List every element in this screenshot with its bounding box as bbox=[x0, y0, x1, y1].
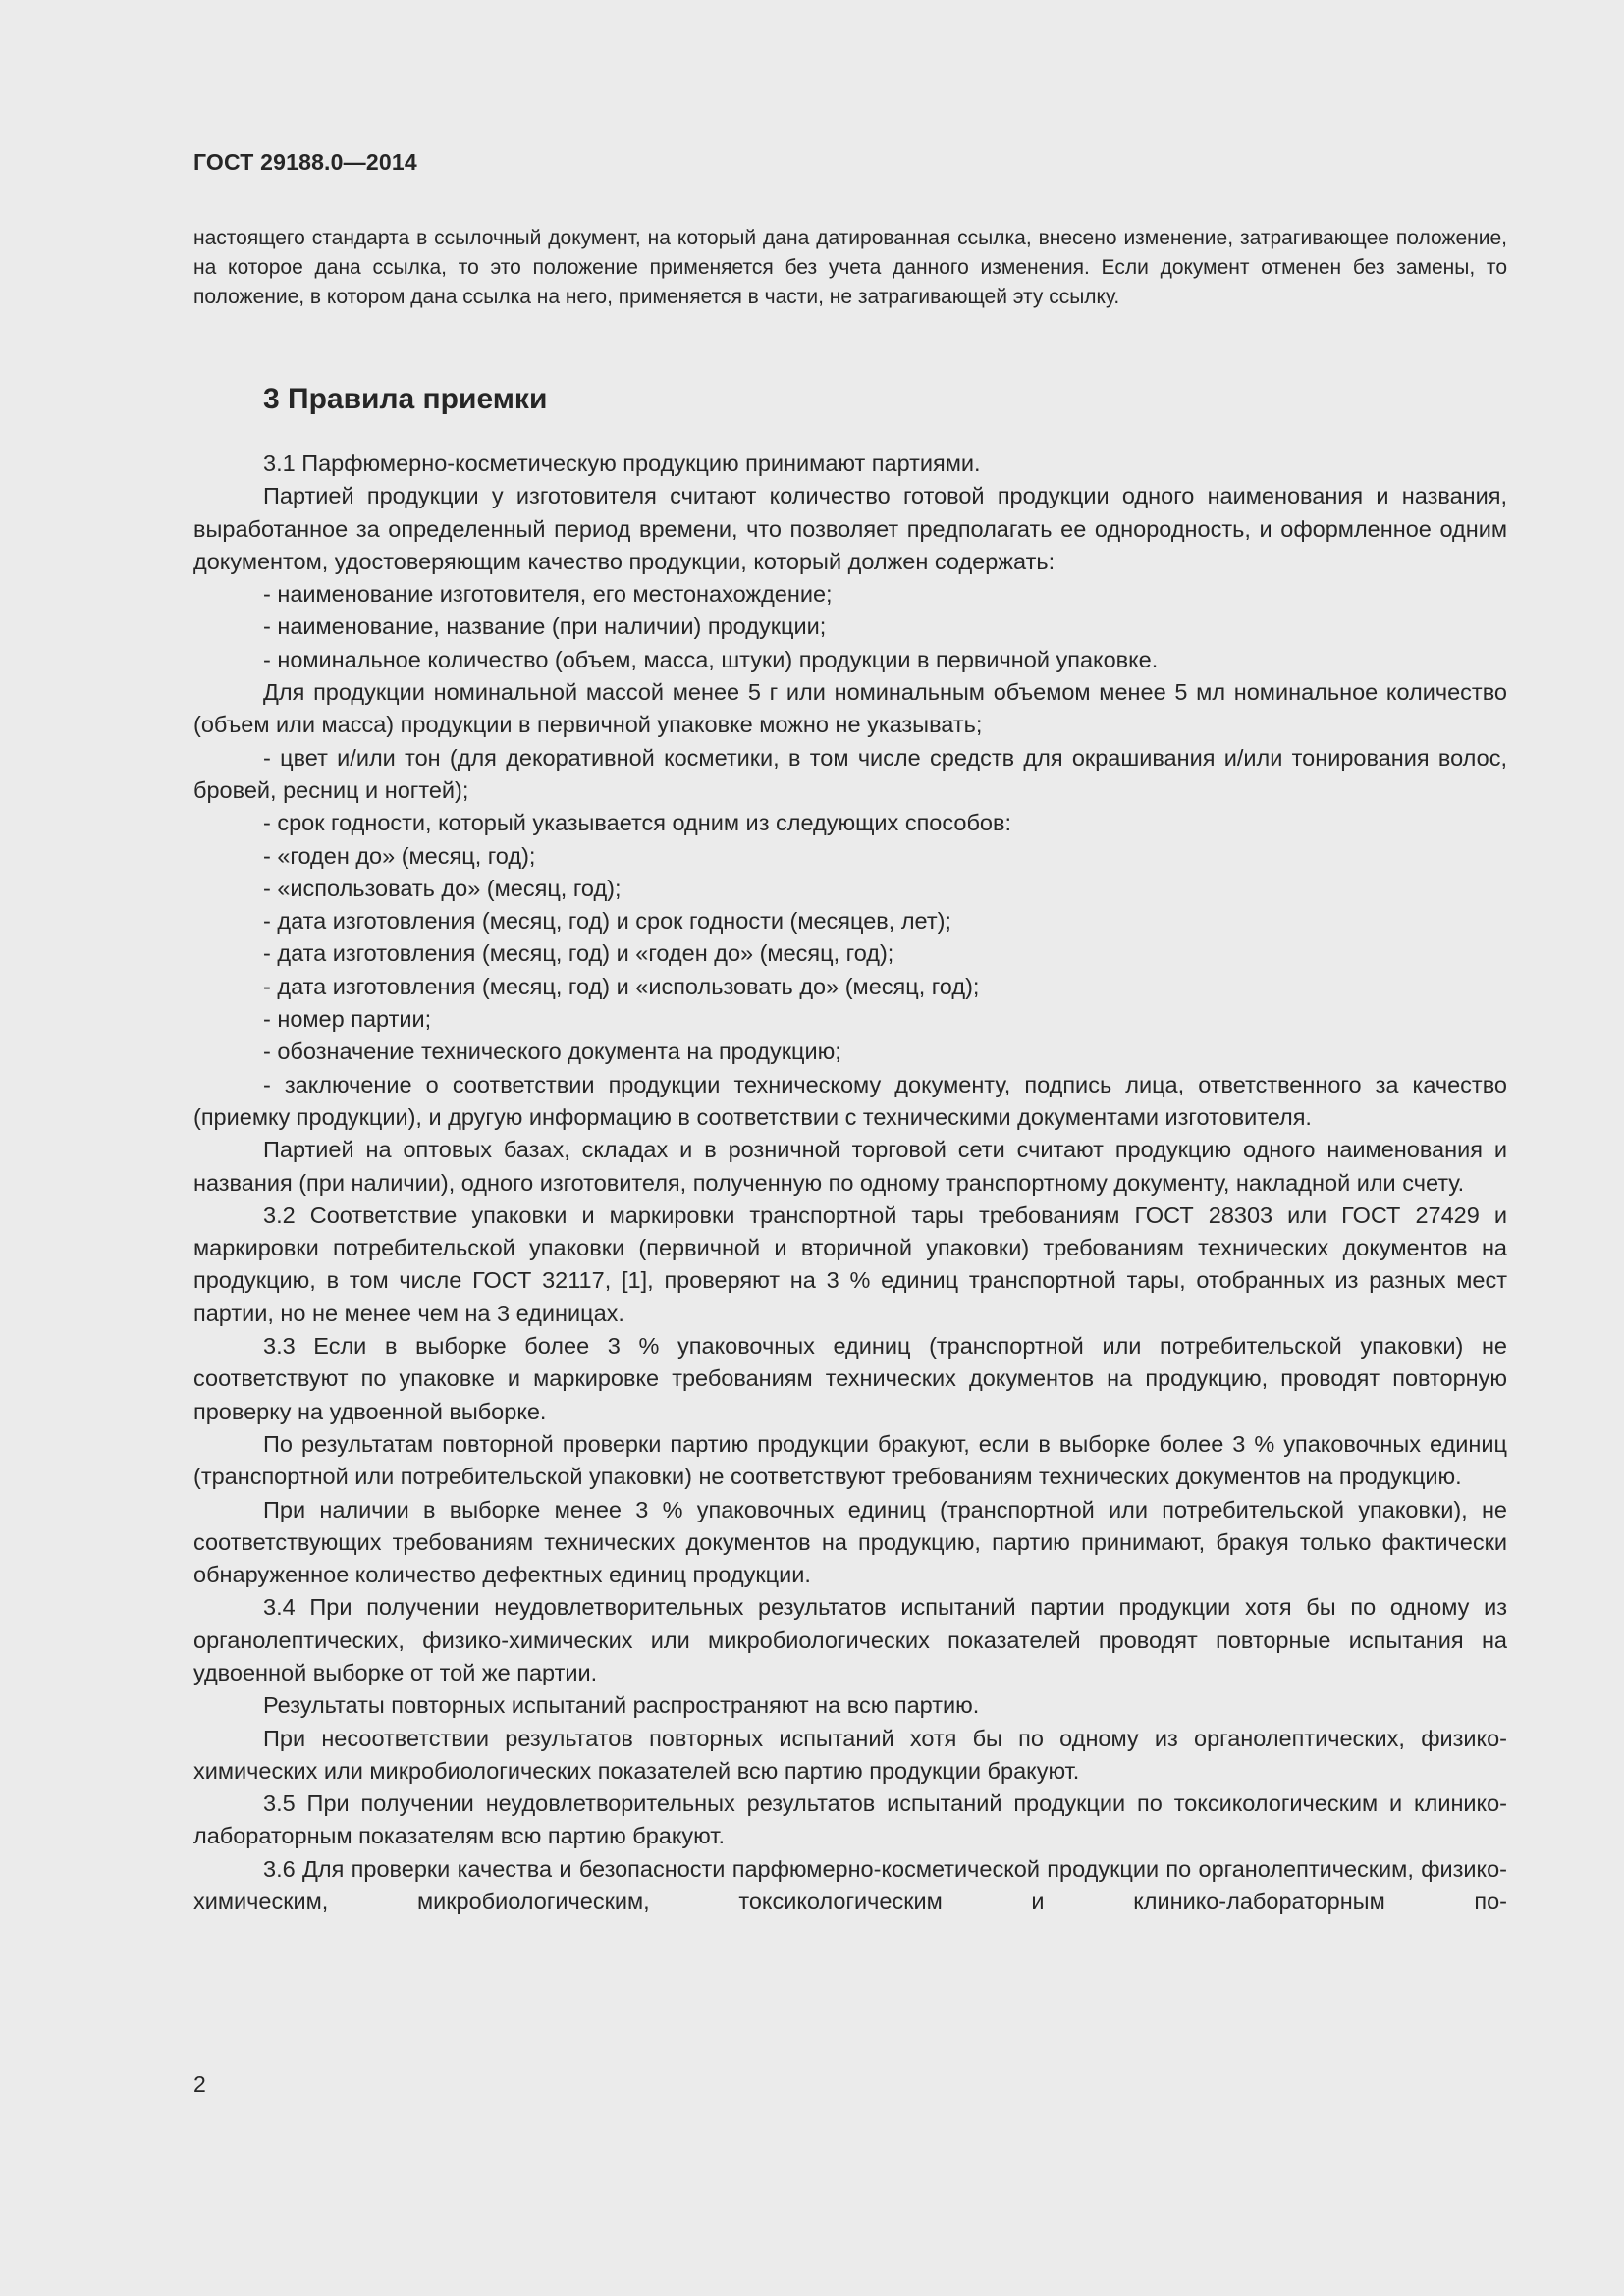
page-number: 2 bbox=[193, 2071, 206, 2097]
paragraph: 3.6 Для проверки качества и безопасности парфюмерно-косметической продукции по органолептическим, физико-химическим, микробиологическим, токсикологическим и клинико-лабораторным по- bbox=[193, 1855, 1507, 1915]
document-code-header: ГОСТ 29188.0—2014 bbox=[193, 149, 417, 175]
list-item: - дата изготовления (месяц, год) и «использовать до» (месяц, год); bbox=[263, 973, 980, 999]
paragraph: 3.1 Парфюмерно-косметическую продукцию принимают партиями. bbox=[263, 451, 981, 476]
list-item: - дата изготовления (месяц, год) и срок годности (месяцев, лет); bbox=[263, 908, 951, 934]
paragraph: При несоответствии результатов повторных испытаний хотя бы по одному из органолептических, физико-химических или микробиологических показателей всю партию продукции бракуют. bbox=[193, 1725, 1507, 1784]
paragraph: 3.5 При получении неудовлетворительных результатов испытаний продукции по токсикологическим и клинико-лабораторным показателям всю партию бракуют. bbox=[193, 1790, 1507, 1849]
list-item: - обозначение технического документа на продукцию; bbox=[263, 1039, 841, 1065]
paragraph: 3.3 Если в выборке более 3 % упаковочных единиц (транспортной или потребительской упаковки) не соответствуют по упаковке и маркировке требованиям технических документов на продукцию, проводят повторную проверку на удвоенной выборке. bbox=[193, 1333, 1507, 1424]
list-item: - номер партии; bbox=[263, 1006, 432, 1033]
paragraph: Партией на оптовых базах, складах и в розничной торговой сети считают продукцию одного наименования и названия (при наличии), одного изготовителя, полученную по одному транспортному документу, накладной или счету. bbox=[193, 1137, 1507, 1196]
paragraph: Для продукции номинальной массой менее 5 г или номинальным объемом менее 5 мл номинальное количество (объем или масса) продукции в первичной упаковке можно не указывать; bbox=[193, 679, 1507, 738]
section-body bbox=[193, 448, 1507, 1918]
section-title: 3 Правила приемки bbox=[263, 383, 548, 415]
list-item: - «годен до» (месяц, год); bbox=[263, 842, 536, 869]
list-item: - наименование изготовителя, его местонахождение; bbox=[263, 581, 833, 608]
paragraph: 3.4 При получении неудовлетворительных результатов испытаний партии продукции хотя бы по одному из органолептических, физико-химических или микробиологических показателей проводят повторные испытания на удвоенной выборке от той же партии. bbox=[193, 1594, 1507, 1685]
paragraph: Результаты повторных испытаний распространяют на всю партию. bbox=[263, 1692, 980, 1719]
intro-paragraph: настоящего стандарта в ссылочный документ, на который дана датированная ссылка, внесено изменение, затрагивающее положение, на которое дана ссылка, то это положение применяется без учета данного изменения. Если документ отменен без замены, то положение, в котором дана ссылка на него, применяется в части, не затрагивающей эту ссылку. bbox=[193, 227, 1507, 308]
list-item: - заключение о соответствии продукции техническому документу, подпись лица, ответственного за качество (приемку продукции), и другую информацию в соответствии с техническими документами изготовителя. bbox=[193, 1071, 1507, 1130]
list-item: - цвет и/или тон (для декоративной косметики, в том числе средств для окрашивания и/или тонирования волос, бровей, ресниц и ногтей); bbox=[193, 744, 1507, 803]
list-item: - номинальное количество (объем, масса, штуки) продукции в первичной упаковке. bbox=[263, 646, 1159, 672]
paragraph: При наличии в выборке менее 3 % упаковочных единиц (транспортной или потребительской упаковки), не соответствующих требованиям технических документов на продукцию, партию принимают, бракуя только фактически обнаруженное количество дефектных единиц продукции. bbox=[193, 1496, 1507, 1588]
paragraph: По результатам повторной проверки партию продукции бракуют, если в выборке более 3 % упаковочных единиц (транспортной или потребительской упаковки) не соответствуют требованиям технических документов на продукцию. bbox=[193, 1430, 1507, 1490]
paragraph: 3.2 Соответствие упаковки и маркировки транспортной тары требованиям ГОСТ 28303 или ГОСТ 27429 и маркировки потребительской упаковки (первичной и вторичной упаковки) требованиям технических документов на продукцию, в том числе ГОСТ 32117, [1], проверяют на 3 % единиц транспортной тары, отобранных из разных мест партии, но не менее чем на 3 единицах. bbox=[193, 1201, 1507, 1326]
intro-text bbox=[193, 224, 1507, 312]
list-item: - дата изготовления (месяц, год) и «годен до» (месяц, год); bbox=[263, 940, 894, 967]
paragraph: Партией продукции у изготовителя считают количество готовой продукции одного наименования и названия, выработанное за определенный период времени, что позволяет предполагать ее однородность, и оформленное одним документом, удостоверяющим качество продукции, который должен содержать: bbox=[193, 483, 1507, 574]
list-item: - «использовать до» (месяц, год); bbox=[263, 875, 622, 901]
list-item: - наименование, название (при наличии) продукции; bbox=[263, 614, 827, 640]
list-item: - срок годности, который указывается одним из следующих способов: bbox=[263, 810, 1012, 836]
